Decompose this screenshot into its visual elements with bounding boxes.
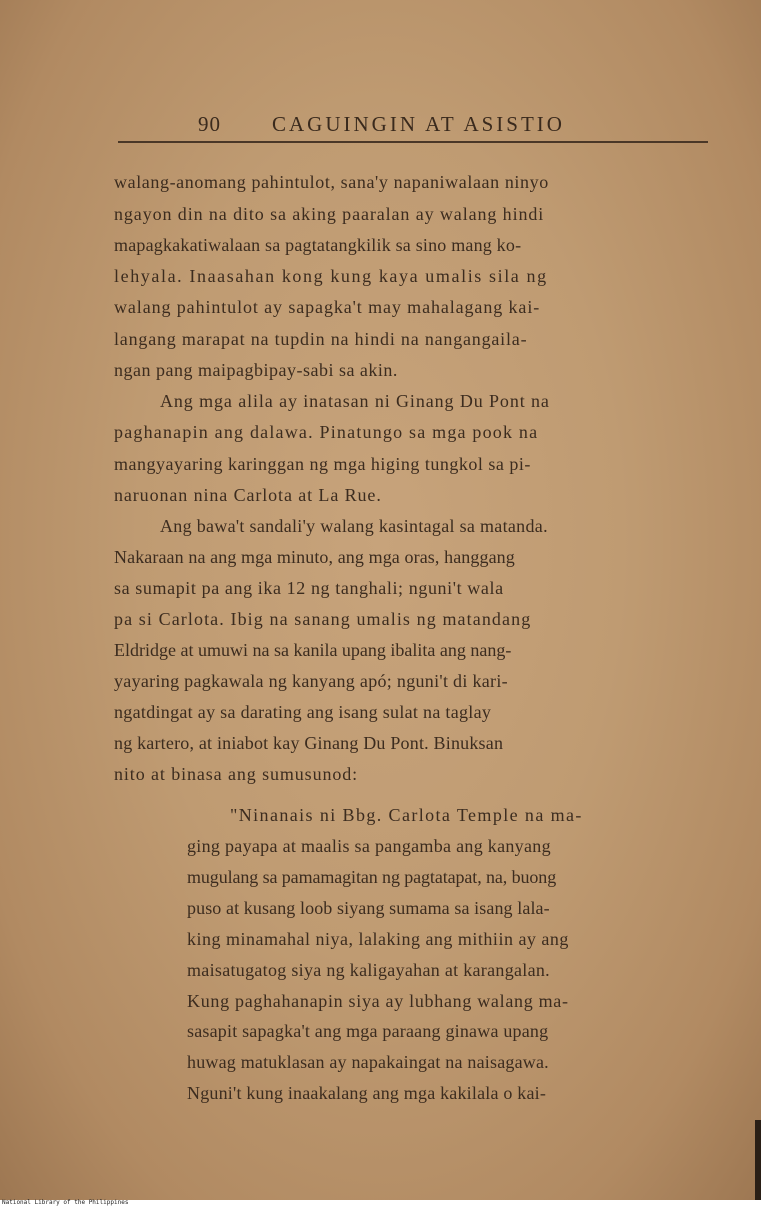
body-line: walang-anomang pahintulot, sana'y napaniwalaan ninyo (114, 172, 549, 192)
quote-line: sasapit sapagka't ang mga paraang ginawa upang (187, 1021, 549, 1041)
body-line: paghanapin ang dalawa. Pinatungo sa mga pook na (114, 422, 539, 442)
body-line: ngayon din na dito sa aking paaralan ay walang hindi (114, 204, 545, 224)
body-line: ngatdingat ay sa darating ang isang sulat na taglay (114, 702, 492, 722)
body-line: Ang mga alila ay inatasan ni Ginang Du Pont na (160, 391, 550, 411)
quote-line: Nguni't kung inaakalang ang mga kakilala o kai- (187, 1083, 547, 1103)
body-line: naruonan nina Carlota at La Rue. (114, 485, 382, 505)
body-line: langang marapat na tupdin na hindi na nangangaila- (114, 329, 528, 349)
body-line: Ang bawa't sandali'y walang kasintagal sa matanda. (160, 516, 548, 536)
body-line: ng kartero, at iniabot kay Ginang Du Pont. Binuksan (114, 733, 504, 753)
body-line: ngan pang maipagbipay-sabi sa akin. (114, 360, 398, 380)
quote-line: mugulang sa pamamagitan ng pagtatapat, na, buong (187, 867, 557, 887)
body-line: nito at binasa ang sumusunod: (114, 764, 359, 784)
page-header (0, 112, 761, 142)
footer-credit: National Library of the Philippines (2, 1199, 129, 1206)
running-title: CAGUINGIN AT ASISTIO (272, 112, 565, 136)
header-rule (118, 141, 708, 143)
body-line: yayaring pagkawala ng kanyang apó; nguni't di kari- (114, 671, 508, 691)
page-number: 90 (198, 112, 221, 136)
body-line: mapagkakatiwalaan sa pagtatangkilik sa sino mang ko- (114, 235, 522, 255)
quote-line: Kung paghahanapin siya ay lubhang walang ma- (187, 991, 569, 1011)
body-line: sa sumapit pa ang ika 12 ng tanghali; nguni't wala (114, 578, 504, 598)
body-line: pa si Carlota. Ibig na sanang umalis ng matandang (114, 609, 532, 629)
quote-line: maisatugatog siya ng kaligayahan at karangalan. (187, 960, 550, 980)
body-line: mangyayaring karinggan ng mga higing tungkol sa pi- (114, 454, 531, 474)
body-line: lehyala. Inaasahan kong kung kaya umalis sila ng (114, 266, 548, 286)
body-line: Nakaraan na ang mga minuto, ang mga oras, hanggang (114, 547, 515, 567)
page-edge-shadow (755, 1120, 761, 1200)
quote-line: king minamahal niya, lalaking ang mithiin ay ang (187, 929, 569, 949)
quote-line: puso at kusang loob siyang sumama sa isang lala- (187, 898, 550, 918)
quote-line: huwag matuklasan ay napakaingat na naisagawa. (187, 1052, 549, 1072)
quote-line: ging payapa at maalis sa pangamba ang kanyang (187, 836, 551, 856)
quote-line: "Ninanais ni Bbg. Carlota Temple na ma- (230, 805, 583, 825)
footer-strip (0, 1200, 761, 1208)
body-line: Eldridge at umuwi na sa kanila upang ibalita ang nang- (114, 640, 512, 660)
body-line: walang pahintulot ay sapagka't may mahalagang kai- (114, 297, 541, 317)
